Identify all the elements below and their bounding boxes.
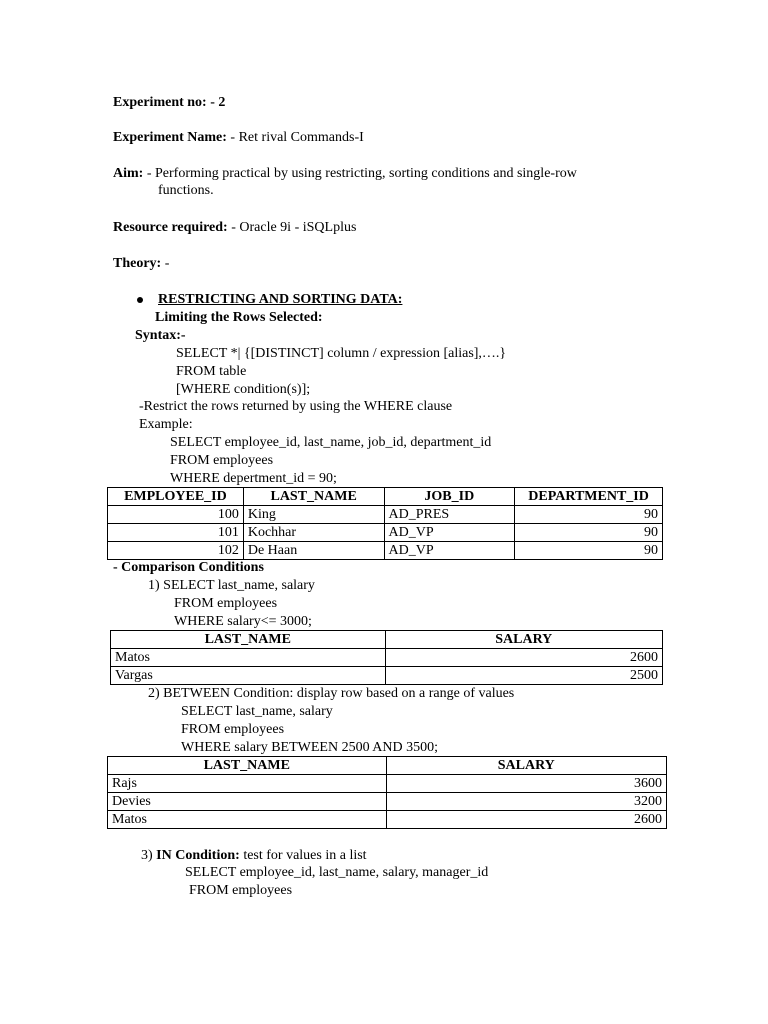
theory-label: Theory: [113,256,162,271]
in-condition-label: IN Condition: [156,848,240,863]
table-row [108,793,667,811]
table-cell: King [243,506,384,524]
table-cell: 90 [515,542,663,560]
table-cell: AD_VP [384,542,515,560]
section-heading: RESTRICTING AND SORTING DATA: [158,292,403,307]
table-cell: Devies [108,793,387,811]
subheading: Limiting the Rows Selected: [155,310,323,325]
comparison-heading: - Comparison Conditions [113,560,264,575]
table-header-row [108,757,667,775]
in-query-line-2: FROM employees [189,883,293,898]
table-cell: AD_VP [384,524,515,542]
example-line-2: FROM employees [170,453,274,468]
experiment-name-value: - Ret rival Commands-I [226,130,364,145]
table-cell: Vargas [111,667,386,685]
column-header: LAST_NAME [111,631,386,649]
resource-line [113,219,356,237]
example-line-1: SELECT employee_id, last_name, job_id, department_id [170,435,492,450]
syntax-line-2: FROM table [176,364,247,379]
column-header: LAST_NAME [108,757,387,775]
experiment-no-line [113,94,225,112]
experiment-no-value: - 2 [206,95,226,110]
in-condition-title [141,847,367,865]
between-query-line-2: FROM employees [181,722,285,737]
salary-table-1 [110,630,663,685]
in-condition-prefix: 3) [141,848,157,863]
table-cell: Matos [111,649,386,667]
table-cell: De Haan [243,542,384,560]
theory-value: - [161,256,170,271]
comparison-query-line-1: 1) SELECT last_name, salary [148,578,315,593]
column-header: SALARY [385,631,662,649]
comparison-query-line-2: FROM employees [174,596,278,611]
table-row [108,506,663,524]
table-row [111,667,663,685]
between-query-line-3: WHERE salary BETWEEN 2500 AND 3500; [181,740,439,755]
aim-text: - Performing practical by using restricting, sorting conditions and single-row [143,166,577,181]
table-cell: 3200 [386,793,666,811]
table-cell: 101 [108,524,244,542]
employees-table [107,487,663,560]
table-row [108,811,667,829]
table-header-row [108,488,663,506]
column-header: EMPLOYEE_ID [108,488,244,506]
syntax-line-1: SELECT *| {[DISTINCT] column / expression [alias],….} [176,346,507,361]
aim-line [113,165,577,183]
syntax-line-3: [WHERE condition(s)]; [176,382,311,397]
in-query-line-1: SELECT employee_id, last_name, salary, manager_id [185,865,489,880]
table-cell: Matos [108,811,387,829]
table-cell: 2600 [386,811,666,829]
syntax-label: Syntax:- [135,328,186,343]
experiment-no-label: Experiment no: [113,95,207,110]
table-cell: 90 [515,524,663,542]
table-cell: 2500 [385,667,662,685]
table-cell: 3600 [386,775,666,793]
experiment-name-line [113,129,364,147]
table-cell: AD_PRES [384,506,515,524]
column-header: SALARY [386,757,666,775]
column-header: JOB_ID [384,488,515,506]
table-row [108,775,667,793]
bullet-icon [137,297,143,303]
example-label: Example: [139,417,193,432]
table-cell: Rajs [108,775,387,793]
table-row [111,649,663,667]
table-cell: Kochhar [243,524,384,542]
table-header-row [111,631,663,649]
salary-table-2 [107,756,667,829]
comparison-query-line-3: WHERE salary<= 3000; [174,614,312,629]
table-row [108,542,663,560]
table-cell: 102 [108,542,244,560]
resource-label: Resource required: [113,220,228,235]
experiment-name-label: Experiment Name: [113,130,227,145]
table-cell: 2600 [385,649,662,667]
column-header: DEPARTMENT_ID [515,488,663,506]
aim-text-continued: functions. [158,183,214,198]
table-row [108,524,663,542]
between-title: 2) BETWEEN Condition: display row based on a range of values [148,686,515,701]
theory-line [113,255,169,273]
in-condition-desc: test for values in a list [239,848,367,863]
between-query-line-1: SELECT last_name, salary [181,704,333,719]
aim-label: Aim: [113,166,144,181]
table-cell: 100 [108,506,244,524]
resource-value: - Oracle 9i - iSQLplus [227,220,357,235]
column-header: LAST_NAME [243,488,384,506]
example-line-3: WHERE depertment_id = 90; [170,471,337,486]
table-cell: 90 [515,506,663,524]
restrict-note: -Restrict the rows returned by using the WHERE clause [139,399,453,414]
